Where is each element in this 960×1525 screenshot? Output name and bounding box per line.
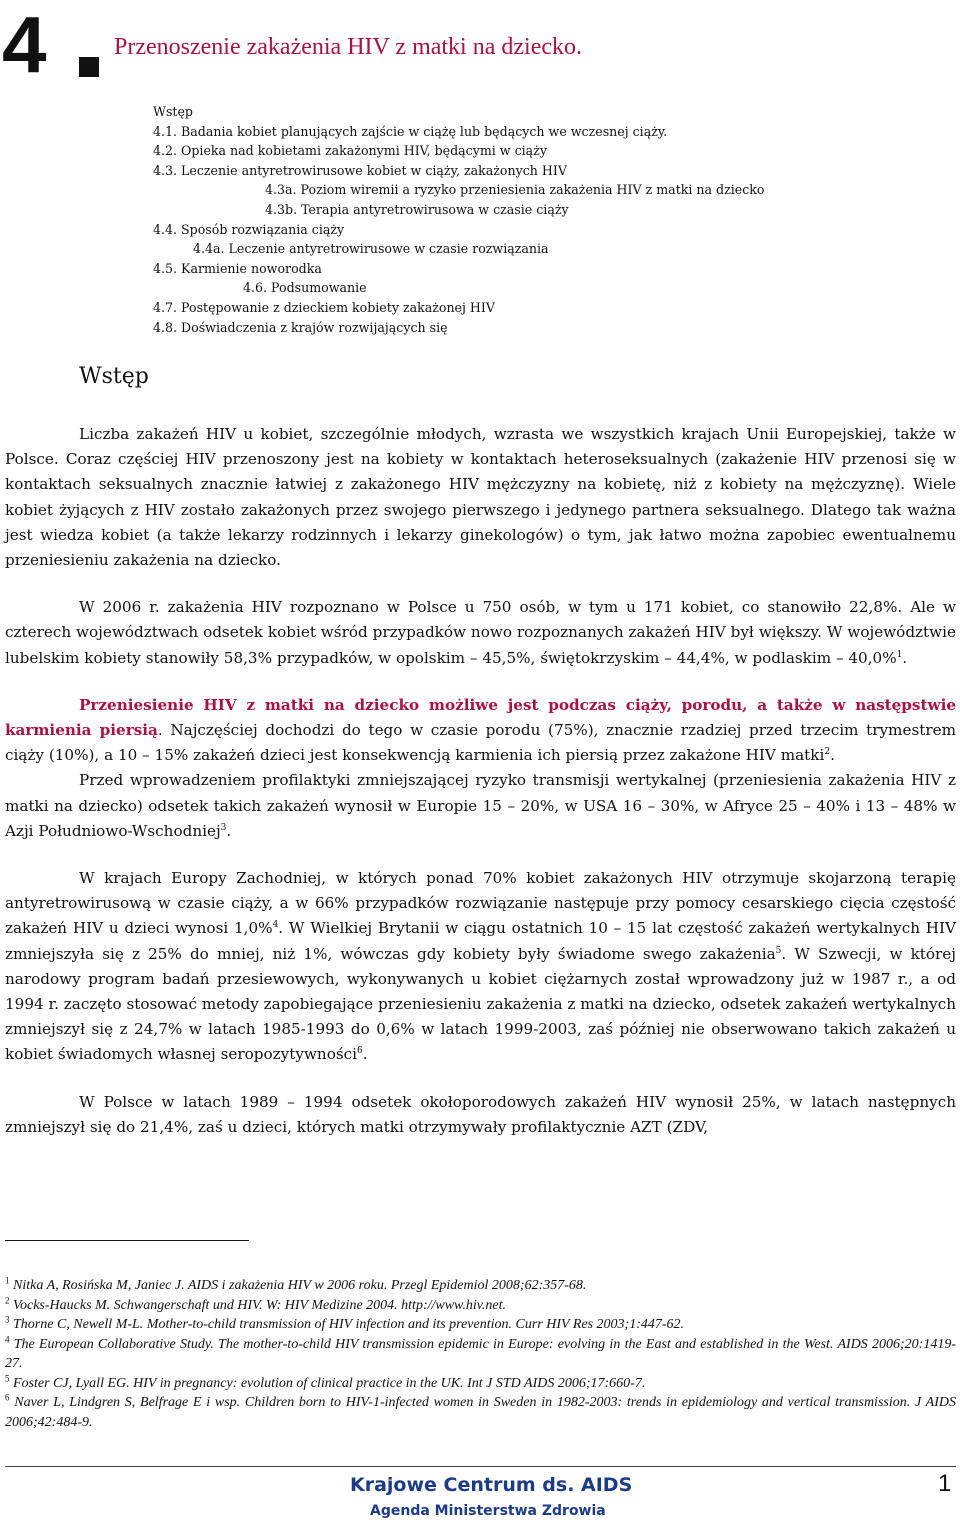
toc-item: 4.6. Podsumowanie bbox=[243, 280, 367, 296]
paragraph-2-end: . bbox=[902, 648, 908, 667]
paragraph-5 bbox=[5, 866, 956, 1068]
footnote-number: 1 bbox=[5, 1275, 10, 1286]
paragraph-5-end: . bbox=[362, 1045, 368, 1064]
paragraph-3 bbox=[5, 693, 956, 769]
toc-item: 4.7. Postępowanie z dzieckiem kobiety zakażonej HIV bbox=[153, 299, 495, 315]
paragraph-4-text: Przed wprowadzeniem profilaktyki zmniejszającej ryzyko transmisji wertykalnej (przeniesienia zakażenia HIV z matki na dziecko) odsetek takich zakażeń wynosił w Europie 15 – 20%, w USA 16 – 30%, w Afryce 25 – 40% i 13 – 48% w Azji Południowo-Wschodniej bbox=[5, 771, 956, 840]
toc-item: 4.3b. Terapia antyretrowirusowa w czasie ciąży bbox=[265, 201, 569, 217]
section-heading: Wstęp bbox=[79, 364, 149, 389]
footnote-ref: 4 bbox=[272, 920, 279, 931]
paragraph-5c-text: . W Szwecji, w której narodowy program badań przesiewowych, wykonywanych u kobiet ciężarnych został wprowadzony już w 1987 r., a od 1994 r. zaczęto stosować metody zapobiegające przeniesieniu zakażenia z matki na dziecko, odsetek zakażeń wertykalnych zmniejszył się z 24,7% w latach 1985-1993 do 0,6% w latach 1999-2003, zaś później nie obserwowano takich zakażeń u kobiet świadomych własnej seropozytywności bbox=[5, 944, 956, 1064]
footnote bbox=[5, 1315, 956, 1335]
table-of-contents bbox=[0, 102, 960, 337]
footnote-number: 3 bbox=[5, 1314, 10, 1325]
toc-item: 4.2. Opieka nad kobietami zakażonymi HIV, będącymi w ciąży bbox=[153, 143, 547, 159]
chapter-number-dot bbox=[79, 57, 99, 77]
toc-item: 4.4a. Leczenie antyretrowirusowe w czasie rozwiązania bbox=[193, 241, 549, 257]
footnote-text: Naver L, Lindgren S, Belfrage E i wsp. Children born to HIV-1-infected women in Sweden in 1982-2003: trends in epidemiology and vertical transmission. J AIDS 2006;42:484-9. bbox=[5, 1395, 957, 1430]
footnote-text: Nitka A, Rosińska M, Janiec J. AIDS i zakażenia HIV w 2006 roku. Przegl Epidemiol 2008;62:357-68. bbox=[13, 1278, 587, 1293]
footnote-text: Thorne C, Newell M-L. Mother-to-child transmission of HIV infection and its prevention. Curr HIV Res 2003;1:447-62. bbox=[13, 1317, 685, 1332]
footnote-ref: 1 bbox=[896, 649, 903, 660]
paragraph-1-text: Liczba zakażeń HIV u kobiet, szczególnie młodych, wzrasta we wszystkich krajach Unii Europejskiej, także w Polsce. Coraz częściej HIV przenoszony jest na kobiety w kontaktach heteroseksualnych (zakażenie HIV przenosi się w kontaktach seksualnych znacznie łatwiej z zakażonego HIV mężczyzny na kobietę, niż z kobiety na mężczyznę). Wiele kobiet żyjących z HIV zostało zakażonych przez swojego pierwszego i jedynego partnera seksualnego. Dlatego tak ważna jest wiedza kobiet (a także lekarzy rodzinnych i lekarzy ginekologów) o tym, jak łatwo można zapobiec ewentualnemu przeniesieniu zakażenia na dziecko. bbox=[5, 425, 956, 570]
footnotes bbox=[5, 1276, 956, 1432]
paragraph-4-end: . bbox=[226, 821, 232, 840]
highlighted-statement: Przeniesienie HIV z matki na dziecko możliwe jest podczas ciąży, porodu, a także w następstwie karmienia piersią bbox=[5, 695, 956, 740]
footnote bbox=[5, 1393, 956, 1432]
body-text bbox=[5, 422, 956, 1140]
footnote-text: Vocks-Haucks M. Schwangerschaft und HIV. W: HIV Medizine 2004. http://www.hiv.net. bbox=[13, 1297, 507, 1313]
toc-item: 4.3a. Poziom wiremii a ryzyko przeniesienia zakażenia HIV z matki na dziecko bbox=[265, 182, 765, 198]
footnote-text: The European Collaborative Study. The mother-to-child HIV transmission epidemic in Europe: evolving in the East and established in the West. AIDS 2006;20:1419-27. bbox=[5, 1336, 956, 1371]
toc-item: 4.4. Sposób rozwiązania ciąży bbox=[153, 221, 345, 237]
footer-separator bbox=[5, 1466, 956, 1467]
footnote-ref: 2 bbox=[824, 747, 831, 758]
chapter-number: 4 bbox=[2, 0, 47, 89]
paragraph-3-end: . bbox=[830, 746, 835, 765]
paragraph-6-text: W Polsce w latach 1989 – 1994 odsetek okołoporodowych zakażeń HIV wynosił 25%, w latach następnych zmniejszył się do 21,4%, zaś u dzieci, których matki otrzymywały profilaktycznie AZT (ZDV, bbox=[5, 1092, 956, 1136]
toc-item: 4.8. Doświadczenia z krajów rozwijających się bbox=[153, 319, 448, 335]
paragraph-6 bbox=[5, 1090, 956, 1140]
paragraph-2-text: W 2006 r. zakażenia HIV rozpoznano w Polsce u 750 osób, w tym u 171 kobiet, co stanowiło 22,8%. Ale w czterech województwach odsetek kobiet wśród przypadków nowo rozpoznanych zakażeń HIV był większy. W województwie lubelskim kobiety stanowiły 58,3% przypadków, w opolskim – 45,5%, świętokrzyskim – 44,4%, w podlaskim – 40,0% bbox=[5, 598, 956, 667]
chapter-title: Przenoszenie zakażenia HIV z matki na dziecko. bbox=[114, 34, 582, 60]
footnote-ref: 6 bbox=[357, 1046, 363, 1057]
footnote bbox=[5, 1374, 956, 1394]
footnote bbox=[5, 1335, 956, 1374]
paragraph-1 bbox=[5, 422, 956, 573]
footnote-number: 6 bbox=[5, 1392, 10, 1403]
footnote-number: 4 bbox=[5, 1333, 10, 1344]
paragraph-5a-text: W krajach Europy Zachodniej, w których ponad 70% kobiet zakażonych HIV otrzymuje skojarzoną terapię antyretrowirusową w czasie ciąży, a w 66% przypadków rozwiązanie następuje przy pomocy cesarskiego cięcia częstość zakażeń HIV u dzieci wynosi 1,0% bbox=[5, 869, 956, 938]
footnote-number: 2 bbox=[5, 1294, 10, 1305]
paragraph-5b-text: . W Wielkiej Brytanii w ciągu ostatnich 10 – 15 lat częstość zakażeń wertykalnych HIV zmniejszyła się z 25% do mniej, niż 1%, wówczas gdy kobiety były świadome swego zakażenia bbox=[5, 919, 956, 963]
paragraph-4 bbox=[5, 768, 956, 844]
paragraph-3-text: . Najczęściej dochodzi do tego w czasie porodu (75%), znacznie rzadziej przed trzecim trymestrem ciąży (10%), a 10 – 15% zakażeń dzieci jest konsekwencją karmienia ich piersią przez zakażone HIV matki bbox=[5, 721, 956, 765]
toc-item: 4.1. Badania kobiet planujących zajście w ciążę lub będących we wczesnej ciąży. bbox=[153, 123, 668, 139]
footnote bbox=[5, 1276, 956, 1296]
footnote-ref: 5 bbox=[775, 945, 782, 956]
footnote-separator bbox=[5, 1240, 249, 1241]
toc-item: 4.3. Leczenie antyretrowirusowe kobiet w ciąży, zakażonych HIV bbox=[153, 162, 567, 178]
footer-subtitle: Agenda Ministerstwa Zdrowia bbox=[370, 1503, 606, 1519]
footer-organization: Krajowe Centrum ds. AIDS bbox=[350, 1474, 633, 1496]
page-number: 1 bbox=[938, 1470, 952, 1497]
toc-item: 4.5. Karmienie noworodka bbox=[153, 260, 322, 276]
footnote-ref: 3 bbox=[220, 822, 227, 833]
toc-item: Wstęp bbox=[153, 104, 193, 119]
footnote-text: Foster CJ, Lyall EG. HIV in pregnancy: evolution of clinical practice in the UK. Int J STD AIDS 2006;17:660-7. bbox=[13, 1375, 646, 1391]
footnote bbox=[5, 1296, 956, 1316]
paragraph-2 bbox=[5, 595, 956, 671]
footnote-number: 5 bbox=[5, 1372, 10, 1383]
